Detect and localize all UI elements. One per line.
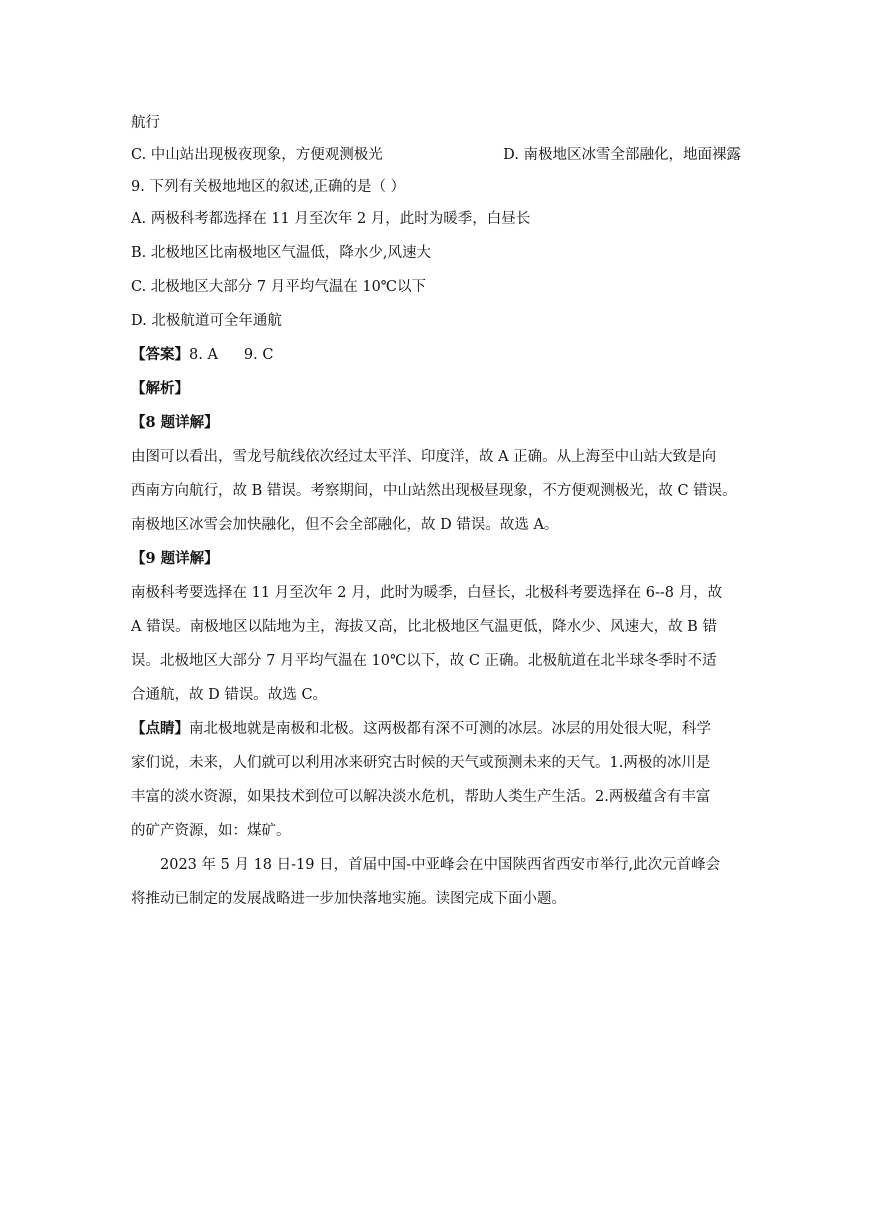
- continued-option-text: 航行: [131, 115, 160, 131]
- intro-line: 2023 年 5 月 18 日-19 日，首届中国-中亚峰会在中国陕西省西安市举行,此次元首峰会: [160, 857, 721, 873]
- detail-9-line: 误。北极地区大部分 7 月平均气温在 10℃以下，故 C 正确。北极航道在北半球冬季时不适: [131, 653, 717, 669]
- tip-text: 南北极地就是南极和北极。这两极都有深不可测的冰层。冰层的用处很大呢，科学: [189, 721, 711, 737]
- q9-option-c: C. 北极地区大部分 7 月平均气温在 10℃以下: [131, 279, 427, 295]
- answer-label: 【答案】: [131, 346, 189, 363]
- detail-9-line: A 错误。南极地区以陆地为主，海拔又高，比北极地区气温更低，降水少、风速大，故 B 错: [131, 619, 717, 635]
- detail-9-line: 南极科考要选择在 11 月至次年 2 月，此时为暖季，白昼长，北极科考要选择在 6--8 月，故: [131, 585, 723, 601]
- tip-line: 丰富的淡水资源，如果技术到位可以解决淡水危机，帮助人类生产生活。2.两极蕴含有丰富: [131, 789, 711, 805]
- q9-stem: 9. 下列有关极地地区的叙述,正确的是（ ）: [131, 179, 406, 195]
- q8-options-cd: [131, 138, 741, 172]
- document-page: [131, 108, 741, 916]
- tip-line: 的矿产资源，如：煤矿。: [131, 823, 291, 839]
- answer-line: [131, 338, 741, 372]
- answer-8: 8. A: [189, 347, 218, 363]
- detail-9-label: 【9 题详解】: [131, 550, 219, 567]
- detail-8-line: 南极地区冰雪会加快融化，但不会全部融化，故 D 错误。故选 A。: [131, 517, 559, 533]
- q9-option-d: D. 北极航道可全年通航: [131, 313, 282, 329]
- q8-option-c: C. 中山站出现极夜现象，方便观测极光: [131, 147, 383, 163]
- tip-label: 【点睛】: [131, 720, 189, 737]
- intro-line: 将推动已制定的发展战略进一步加快落地实施。读图完成下面小题。: [131, 891, 566, 907]
- detail-8-line: 西南方向航行，故 B 错误。考察期间，中山站然出现极昼现象，不方便观测极光，故 C 错误。: [131, 483, 737, 499]
- detail-8-label: 【8 题详解】: [131, 414, 219, 431]
- q9-option-b: B. 北极地区比南极地区气温低，降水少,风速大: [131, 245, 431, 261]
- analysis-label: 【解析】: [131, 380, 189, 397]
- detail-8-line: 由图可以看出，雪龙号航线依次经过太平洋、印度洋，故 A 正确。从上海至中山站大致是向: [131, 449, 717, 465]
- detail-9-line: 合通航，故 D 错误。故选 C。: [131, 687, 328, 703]
- q8-option-d: D. 南极地区冰雪全部融化，地面裸露: [503, 147, 741, 163]
- q9-option-a: A. 两极科考都选择在 11 月至次年 2 月，此时为暖季，白昼长: [131, 211, 531, 227]
- tip-line: 家们说，未来，人们就可以利用冰来研究古时候的天气或预测未来的天气。1.两极的冰川是: [131, 755, 711, 771]
- tip-line: [131, 712, 741, 746]
- answer-9: 9. C: [243, 347, 274, 363]
